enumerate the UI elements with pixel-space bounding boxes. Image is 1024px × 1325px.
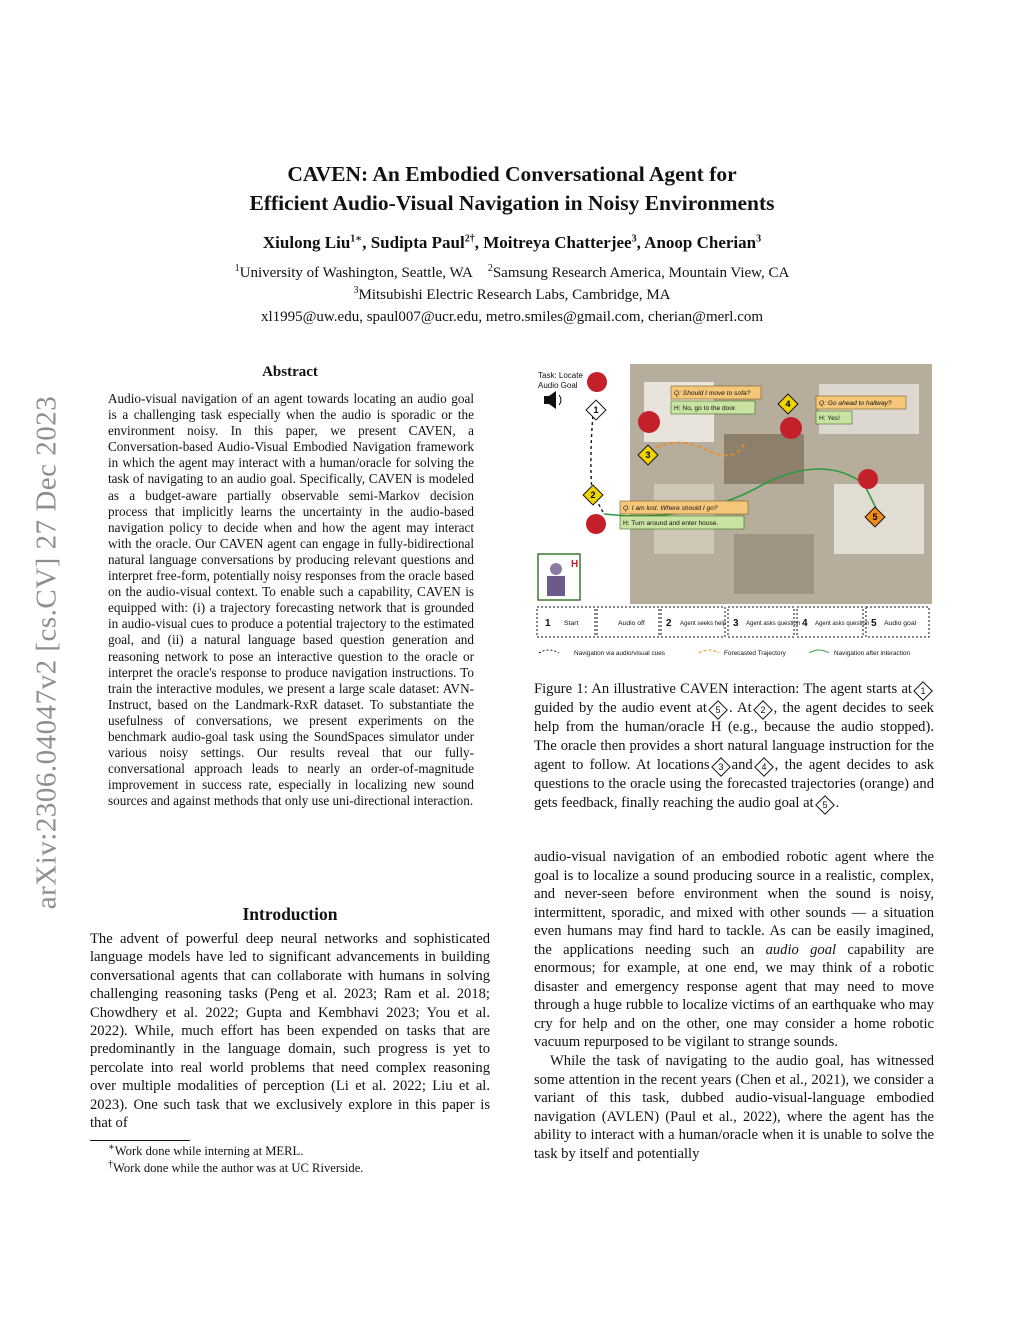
introduction-text: The advent of powerful deep neural networks and sophisticated language models have led to significant advancements in building conversational agents that can collaborate with humans in solving challenging reasoning tasks (Peng et al. 2023; Ram et al. 2018; Chowdhery et al. 2022; Gupta and Kembhavi 2023; You et al. 2022). While, much effort has been expended on tasks that are predominantly in the language domain, such progress is yet to percolate into real world problems that need complex reasoning over multiple modalities of perception (Li et al. 2022; Liu et al. 2023). One such task that we exclusively explore in this paper is that of	[90, 931, 490, 1132]
svg-text:Agent asks question: Agent asks question	[815, 621, 870, 627]
svg-text:Q: Go ahead to hallway?: Q: Go ahead to hallway?	[819, 400, 892, 407]
title-line-2: Efficient Audio-Visual Navigation in Noisy Environments	[249, 191, 775, 215]
abstract-heading: Abstract	[262, 364, 318, 380]
svg-text:Navigation after interaction: Navigation after interaction	[834, 650, 911, 657]
author-name: Xiulong Liu	[262, 233, 351, 252]
svg-text:1: 1	[545, 618, 551, 629]
figure-caption: Figure 1: An illustrative CAVEN interaction: The agent starts at 1 guided by the audio event at 5 . At 2 , the agent decides to seek help from the human/oracle H (e.g., because the audio stopped). The oracle then provides a short natural language instruction for the agent to follow. At locations 3 and 4 , the agent decides to ask questions to the oracle using the forecasted trajectories (orange) and gets feedback, finally reaching the audio goal at 5 .	[534, 680, 934, 813]
location-diamond: 5	[708, 700, 728, 720]
svg-text:2: 2	[666, 618, 672, 629]
oracle-label: H	[571, 559, 579, 570]
svg-text:3: 3	[733, 618, 739, 629]
location-diamond: 1	[913, 681, 933, 701]
location-diamond: 2	[753, 700, 773, 720]
svg-text:3: 3	[645, 450, 651, 460]
svg-text:1: 1	[593, 405, 599, 415]
figure-task-label-2: Audio Goal	[538, 381, 578, 390]
svg-text:Q: I am lost. Where should I g: Q: I am lost. Where should I go?	[623, 505, 718, 512]
svg-text:H: No, go to the door.: H: No, go to the door.	[674, 405, 737, 412]
author-emails: xl1995@uw.edu, spaul007@ucr.edu, metro.smiles@gmail.com, cherian@merl.com	[260, 309, 764, 325]
svg-text:H: Yes!: H: Yes!	[819, 415, 840, 422]
abstract-text: Audio-visual navigation of an agent towards locating an audio goal is a challenging task especially when the audio is sporadic or the environment noisy. In this paper, we present CAVEN, a Conversation-based Audio-Visual Embodied Navigation framework in which the agent may interact with a human/oracle for solving the task of navigating to an audio goal. Specifically, CAVEN is modeled as a budget-aware partially observable semi-Markov decision process that implicitly learns the uncertainty in the audio-based navigation policy to decide when and how the agent may interact with the oracle. Our CAVEN agent can engage in fully-bidirectional natural language conversations by producing relevant questions and interpret free-form, potentially noisy responses from the oracle based on the audio-visual context. To enable such a capability, CAVEN is equipped with: (i) a trajectory forecasting network that is grounded in audio-visual cues to produce a potential trajectory to the estimated goal, and (ii) a natural language based question generation and reasoning network to pose an interactive question to the oracle or interpret the oracle's response to produce navigation instructions. To train the interactive modules, we present a large scale dataset: AVN-Instruct, based on the Landmark-RxR dataset. To substantiate the usefulness of conversations, we present experiments on the benchmark audio-goal task using the SoundSpaces simulator under various noisy settings. Our results reveal that our fully-conversational approach leads to nearly an order-of-magnitude improvement in success rate, especially in localizing new sound sources and against methods that only use uni-directional interaction.	[108, 391, 474, 809]
footnotes	[108, 1143, 488, 1177]
svg-text:Forecasted Trajectory: Forecasted Trajectory	[724, 650, 786, 657]
svg-text:5: 5	[871, 618, 877, 629]
svg-text:2: 2	[590, 490, 596, 500]
location-diamond: 4	[754, 757, 774, 777]
paper-title	[0, 160, 1024, 218]
affiliation-1: University of Washington, Seattle, WA	[239, 265, 473, 281]
svg-text:Start: Start	[564, 620, 579, 627]
author-name: Anoop Cherian	[644, 233, 757, 252]
svg-text:Agent asks question: Agent asks question	[746, 621, 801, 627]
footnote: ∗Work done while interning at MERL.	[108, 1141, 304, 1158]
title-line-1: CAVEN: An Embodied Conversational Agent for	[287, 162, 737, 186]
svg-text:Agent seeks help: Agent seeks help	[680, 621, 727, 627]
svg-text:Audio off: Audio off	[618, 620, 645, 627]
right-column-text	[534, 848, 934, 1163]
svg-text:Navigation via audio/visual cu: Navigation via audio/visual cues	[574, 650, 665, 657]
svg-text:H: Turn around and enter house: H: Turn around and enter house.	[623, 520, 719, 527]
figure-1	[534, 364, 932, 662]
paragraph: audio-visual navigation of an embodied robotic agent where the goal is to localize a sound producing source in a realistic, complex, and never-seen before environment when the sound is noisy, intermittent, sporadic, and mixed with other sounds — a situation even humans may find hard to tackle. As can be easily imagined, the applications needing such an audio goal capability are enormous; for example, at one end, we may think of a robotic disaster and emergency response agent that may need to move through a huge rubble to localize victims of an earthquake who may cry for help and on the other, one may consider a home robotic vacuum repurposed to be vigilant to strange sounds.	[534, 849, 934, 1051]
introduction-heading: Introduction	[242, 904, 338, 924]
location-diamond: 3	[711, 757, 731, 777]
author-list: Xiulong Liu$^{1∗}$, Sudipta Paul$^{2\dagger}$, Moitreya Chatterjee$^3$, Anoop Cherian$^3$	[262, 233, 762, 252]
svg-text:5: 5	[872, 512, 878, 522]
svg-text:4: 4	[785, 399, 791, 409]
author-name: Sudipta Paul	[370, 233, 465, 252]
figure-task-label-1: Task: Locate	[538, 371, 583, 380]
affiliation-2: Samsung Research America, Mountain View, CA	[492, 265, 790, 281]
footnote: †Work done while the author was at UC Riverside.	[108, 1158, 364, 1175]
location-diamond: 5	[815, 795, 835, 815]
svg-text:Audio goal: Audio goal	[884, 620, 917, 627]
footnote-rule	[90, 1140, 190, 1141]
affiliation-3: Mitsubishi Electric Research Labs, Cambridge, MA	[358, 287, 671, 303]
author-name: Moitreya Chatterjee	[483, 233, 632, 252]
affiliations: $^1$University of Washington, Seattle, WA $^2$Samsung Research America, Mountain View, CA $^3$Mitsubishi Electric Research Labs, Cambridge, MA xl1995@uw.edu, spaul007@ucr.edu, metro.smiles@gmail.com, cherian@merl.com	[0, 262, 1024, 328]
arxiv-stamp: arXiv:2306.04047v2 [cs.CV] 27 Dec 2023	[30, 395, 63, 909]
paragraph: While the task of navigating to the audio goal, has witnessed some attention in the recent years (Chen et al., 2021), we consider a variant of this task, dubbed audio-visual-language embodied navigation (AVLEN) (Paul et al., 2022), where the agent has the ability to interact with a human/oracle when it is unable to solve the task by itself and potentially	[534, 1053, 934, 1162]
svg-text:4: 4	[802, 618, 808, 629]
svg-text:Q: Should I move to sofa?: Q: Should I move to sofa?	[674, 390, 751, 397]
